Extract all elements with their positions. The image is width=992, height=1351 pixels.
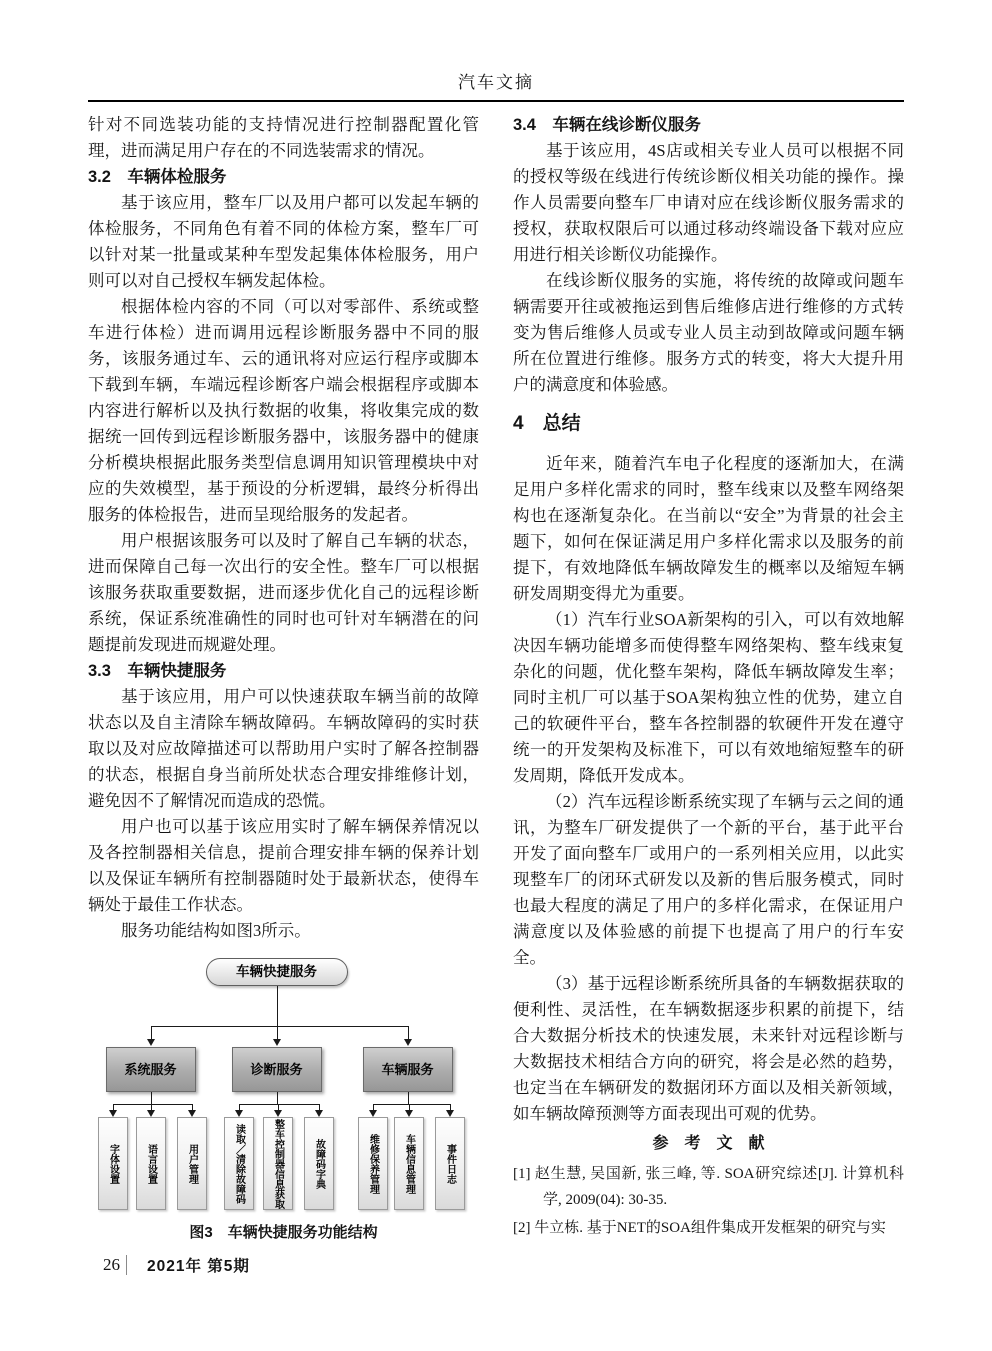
- connector-line: [151, 1092, 152, 1104]
- leaf-node-read-clear-dtc: [224, 1117, 254, 1210]
- figure-caption: 图3 车辆快捷服务功能结构: [189, 1224, 378, 1241]
- leaf-label: 语言设置: [145, 1143, 157, 1184]
- leaf-label: 用户管理: [186, 1143, 198, 1184]
- arrowhead-icon: [405, 1110, 413, 1117]
- paragraph: 基于该应用，用户可以快速获取车辆当前的故障状态以及自主清除车辆故障码。车辆故障码的实时获取以及对应故障描述可以帮助用户实时了解各控制器的状态，根据自身当前所处状态合理安排维修计划，避免因不了解情况而造成的恐慌。: [88, 687, 479, 810]
- connector-line: [277, 986, 278, 1026]
- arrowhead-icon: [109, 1110, 117, 1117]
- connector-line: [151, 1026, 409, 1027]
- arrowhead-icon: [235, 1110, 243, 1117]
- leaf-node-event-log: [435, 1117, 465, 1210]
- arrowhead-icon: [188, 1110, 196, 1117]
- paragraph: 基于该应用，4S店或相关专业人员可以根据不同的授权等级在线进行传统诊断仪相关功能的操作。操作人员需要向整车厂申请对应在线诊断仪服务需求的授权，获取权限后可以通过移动终端设备下载对应应用进行相关诊断仪功能操作。: [513, 141, 904, 264]
- references-title: 参 考 文 献: [652, 1135, 765, 1152]
- arrowhead-icon: [274, 1110, 282, 1117]
- paragraph: 服务功能结构如图3所示。: [121, 921, 311, 940]
- arrowhead-icon: [147, 1110, 155, 1117]
- paragraph: 基于该应用，整车厂以及用户都可以发起车辆的体检服务，不同角色有着不同的体检方案，整车厂可以针对某一批量或某种车型发起集体体检服务，用户则可以对自己授权车辆发起体检。: [88, 193, 479, 290]
- paragraph: （1）汽车行业SOA新架构的引入，可以有效地解决因车辆功能增多而使得整车网络架构、整车线束复杂化的问题，优化整车架构，降低车辆故障发生率；同时主机厂可以基于SOA架构独立性的优势，建立自己的软硬件平台，整车各控制器的软硬件开发在遵守统一的开发架构及标准下，可以有效地缩短整车的研发周期，降低开发成本。: [513, 610, 904, 785]
- heading-3-2: 3.2 车辆体检服务: [88, 168, 227, 186]
- connector-line: [408, 1092, 409, 1104]
- footer-divider: [126, 1255, 127, 1275]
- heading-4: 4 总结: [513, 413, 581, 434]
- leaf-node-user-management: [177, 1117, 207, 1210]
- journal-header-title: 汽车文摘: [458, 73, 534, 92]
- header-rule: [88, 100, 904, 102]
- right-column: [513, 112, 904, 1246]
- arrowhead-icon: [273, 1039, 281, 1046]
- leaf-label: 读取／清除故障码: [233, 1123, 245, 1204]
- heading-3-4: 3.4 车辆在线诊断仪服务: [513, 116, 701, 134]
- paragraph: 用户根据该服务可以及时了解自己车辆的状态，进而保障自己每一次出行的安全性。整车厂可以根据该服务获取重要数据，进而逐步优化自己的远程诊断系统，保证系统准确性的同时也可针对车辆潜在的问题提前发现进而规避处理。: [88, 531, 479, 654]
- connector-line: [373, 1104, 450, 1105]
- diagram-root-node: 车辆快捷服务: [206, 958, 348, 986]
- arrowhead-icon: [404, 1039, 412, 1046]
- heading-3-3: 3.3 车辆快捷服务: [88, 662, 227, 680]
- branch-node-vehicle-service: 车辆服务: [363, 1047, 453, 1092]
- paragraph: 用户也可以基于该应用实时了解车辆保养情况以及各控制器相关信息，提前合理安排车辆的保养计划以及保证车辆所有控制器随时处于最新状态，使得车辆处于最佳工作状态。: [88, 817, 479, 914]
- connector-line: [113, 1104, 192, 1105]
- connector-line: [277, 1026, 278, 1040]
- page-content: [88, 112, 904, 1246]
- paragraph-continuation: 针对不同选装功能的支持情况进行控制器配置化管理，进而满足用户存在的不同选装需求的情况。: [88, 115, 479, 160]
- footer-page-number: 26: [103, 1255, 120, 1274]
- paragraph: （3）基于远程诊断系统所具备的车辆数据获取的便利性、灵活性，在车辆数据逐步积累的前提下，结合大数据分析技术的快速发展，未来针对远程诊断与大数据技术相结合方向的研究，将会是必然的趋势，也定当在车辆研发的数据闭环方面以及相关新领域，如车辆故障预测等方面表现出可观的优势。: [513, 974, 904, 1123]
- leaf-node-font-settings: [98, 1117, 128, 1210]
- service-structure-diagram: [94, 952, 474, 1210]
- leaf-node-ecu-info-acquisition: [263, 1117, 293, 1210]
- leaf-node-maintenance-mgmt: [358, 1117, 388, 1210]
- leaf-label: 维修保养管理: [367, 1133, 379, 1194]
- leaf-label: 故障码字典: [313, 1138, 325, 1189]
- arrowhead-icon: [446, 1110, 454, 1117]
- arrowhead-icon: [315, 1110, 323, 1117]
- paragraph: 根据体检内容的不同（可以对零部件、系统或整车进行体检）进而调用远程诊断服务器中不同的服务，该服务通过车、云的通讯将对应运行程序或脚本下载到车辆，车端远程诊断客户端会根据程序或脚本内容进行解析以及执行数据的收集，将收集完成的数据统一回传到远程诊断服务器中，该服务器中的健康分析模块根据此服务类型信息调用知识管理模块中对应的失效模型，基于预设的分析逻辑，最终分析得出服务的体检报告，进而呈现给服务的发起者。: [88, 297, 479, 524]
- arrowhead-icon: [147, 1039, 155, 1046]
- reference-item-1: [1] 赵生慧, 吴国新, 张三峰, 等. SOA研究综述[J]. 计算机科学, 2009(04): 30-35.: [513, 1166, 904, 1208]
- leaf-node-vehicle-info-mgmt: [394, 1117, 424, 1210]
- connector-line: [277, 1092, 278, 1104]
- left-column: [88, 112, 479, 1246]
- leaf-label: 事件日志: [444, 1143, 456, 1184]
- leaf-node-language-settings: [136, 1117, 166, 1210]
- connector-line: [239, 1104, 319, 1105]
- connector-line: [408, 1026, 409, 1040]
- paragraph: 在线诊断仪服务的实施，将传统的故障或问题车辆需要开往或被拖运到售后维修店进行维修的方式转变为售后维修人员或专业人员主动到故障或问题车辆所在位置进行维修。服务方式的转变，将大大提升用户的满意度和体验感。: [513, 271, 904, 394]
- paragraph: 近年来，随着汽车电子化程度的逐渐加大，在满足用户多样化需求的同时，整车线束以及整车网络架构也在逐渐复杂化。在当前以“安全”为背景的社会主题下，如何在保证满足用户多样化需求以及服务的前提下，有效地降低车辆故障发生的概率以及缩短车辆研发周期变得尤为重要。: [513, 454, 904, 603]
- paragraph: （2）汽车远程诊断系统实现了车辆与云之间的通讯，为整车厂研发提供了一个新的平台，基于此平台开发了面向整车厂或用户的一系列相关应用，以此实现整车厂的闭环式研发以及新的售后服务模式，同时也最大程度的满足了用户的多样化需求，在保证用户满意度以及体验感的前提下也提高了用户的行车安全。: [513, 792, 904, 967]
- page-footer: [103, 1254, 250, 1276]
- footer-issue: 2021年 第5期: [147, 1258, 250, 1275]
- branch-node-diagnosis-service: 诊断服务: [232, 1047, 322, 1092]
- leaf-node-dtc-dictionary: [304, 1117, 334, 1210]
- leaf-label: 字体设置: [107, 1143, 119, 1184]
- branch-node-system-service: 系统服务: [106, 1047, 196, 1092]
- leaf-label: 车辆信息管理: [403, 1133, 415, 1194]
- figure-3: [88, 952, 479, 1246]
- connector-line: [151, 1026, 152, 1040]
- reference-item-2: [2] 牛立栋. 基于NET的SOA组件集成开发框架的研究与实: [513, 1220, 886, 1236]
- leaf-label: 整车控制器信息获取: [272, 1118, 284, 1209]
- arrowhead-icon: [369, 1110, 377, 1117]
